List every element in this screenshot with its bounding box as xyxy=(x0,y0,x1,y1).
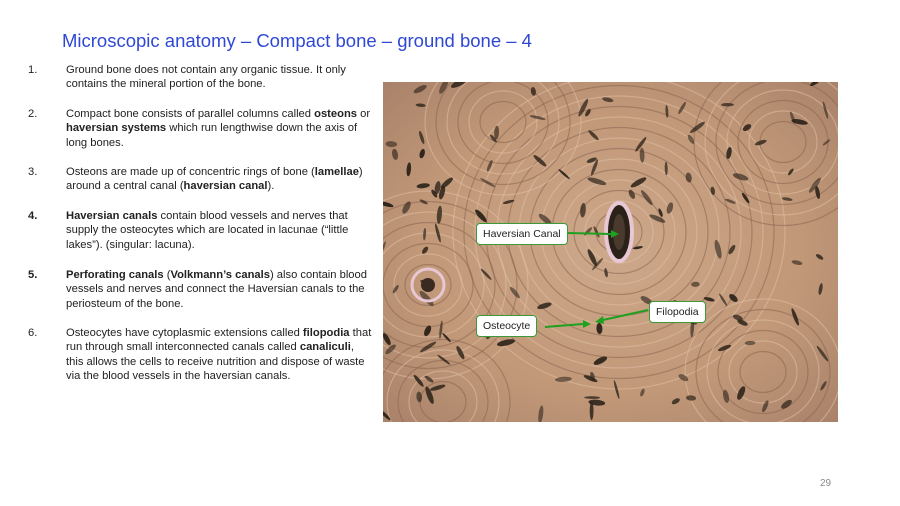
list-item-text: Compact bone consists of parallel columns called osteons or haversian systems which run lengthwise down the axis of long bones. xyxy=(66,108,371,149)
list-item xyxy=(28,107,373,150)
lacuna xyxy=(721,103,734,106)
page-number: 29 xyxy=(820,478,832,489)
label-haversian-canal: Haversian Canal xyxy=(476,223,568,245)
list-number: 1. xyxy=(28,64,38,76)
list-item xyxy=(28,209,373,252)
list-item xyxy=(28,63,373,92)
list-item-text: Perforating canals (Volkmann’s canals) also contain blood vessels and nerves and connect the Haversian canals to the periosteum of the bone. xyxy=(66,269,367,310)
label-osteocyte: Osteocyte xyxy=(476,315,537,337)
slide-title: Microscopic anatomy – Compact bone – ground bone – 4 xyxy=(62,30,532,51)
arrow-haversian-canal xyxy=(567,233,611,234)
list-number: 2. xyxy=(28,108,38,120)
list-item-text: Ground bone does not contain any organic tissue. It only contains the mineral portion of the bone. xyxy=(66,64,346,91)
list-number: 5. xyxy=(28,269,38,281)
list-item xyxy=(28,268,373,311)
list-item-text: Osteocytes have cytoplasmic extensions called filopodia that run through small interconnected canals called canaliculi, this allows the cells to receive nutrition and dispose of waste via the blood vessels in the haversian canals. xyxy=(66,327,372,383)
list-number: 4. xyxy=(28,210,38,222)
list-item-text: Osteons are made up of concentric rings of bone (lamellae) around a central canal (haversian canal). xyxy=(66,166,363,193)
micrograph-svg xyxy=(383,82,838,422)
list-number: 6. xyxy=(28,327,38,339)
list-number: 3. xyxy=(28,166,38,178)
bone-micrograph xyxy=(383,82,838,422)
small-osteon-center xyxy=(421,278,435,292)
list-item-text: Haversian canals contain blood vessels and nerves that supply the osteocytes which are located in lacunae (“little lakes”). (singular: lacuna). xyxy=(66,210,349,251)
list-item xyxy=(28,165,373,194)
label-filopodia: Filopodia xyxy=(649,301,706,323)
list-item xyxy=(28,326,373,384)
